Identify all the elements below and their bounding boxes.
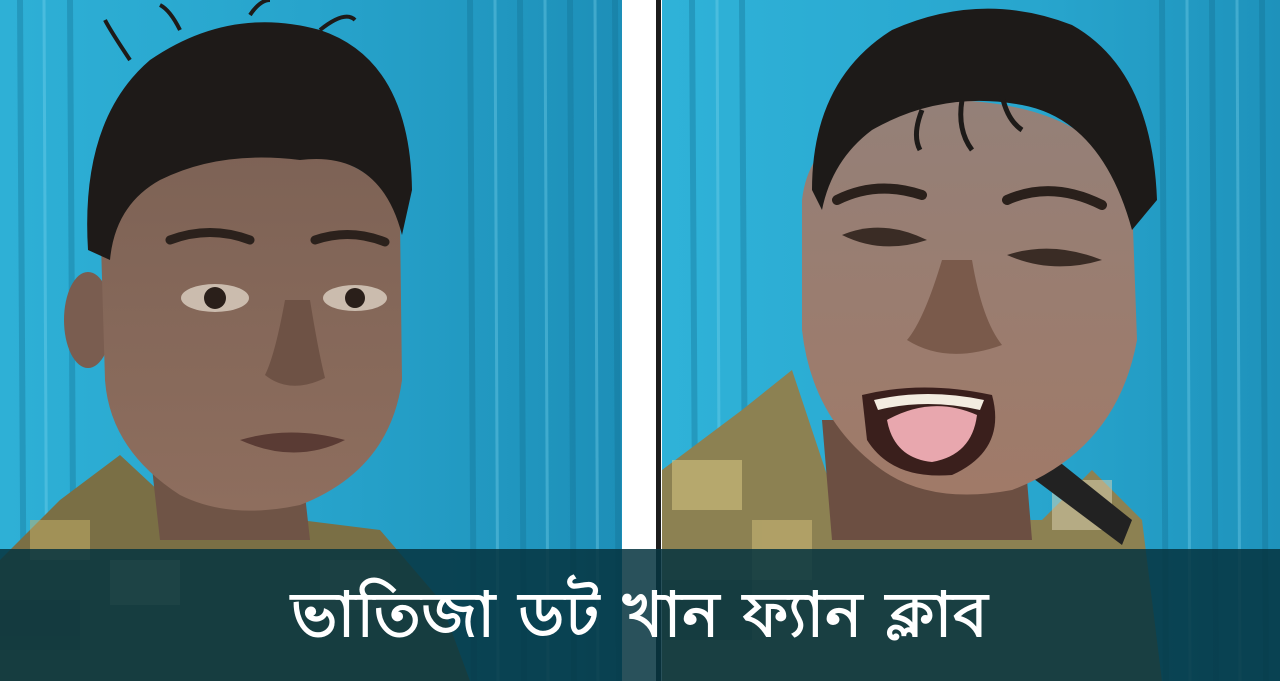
caption-text: ভাতিজা ডট খান ফ্যান ক্লাব bbox=[291, 578, 989, 651]
caption-band bbox=[0, 549, 1280, 681]
face bbox=[100, 145, 402, 511]
